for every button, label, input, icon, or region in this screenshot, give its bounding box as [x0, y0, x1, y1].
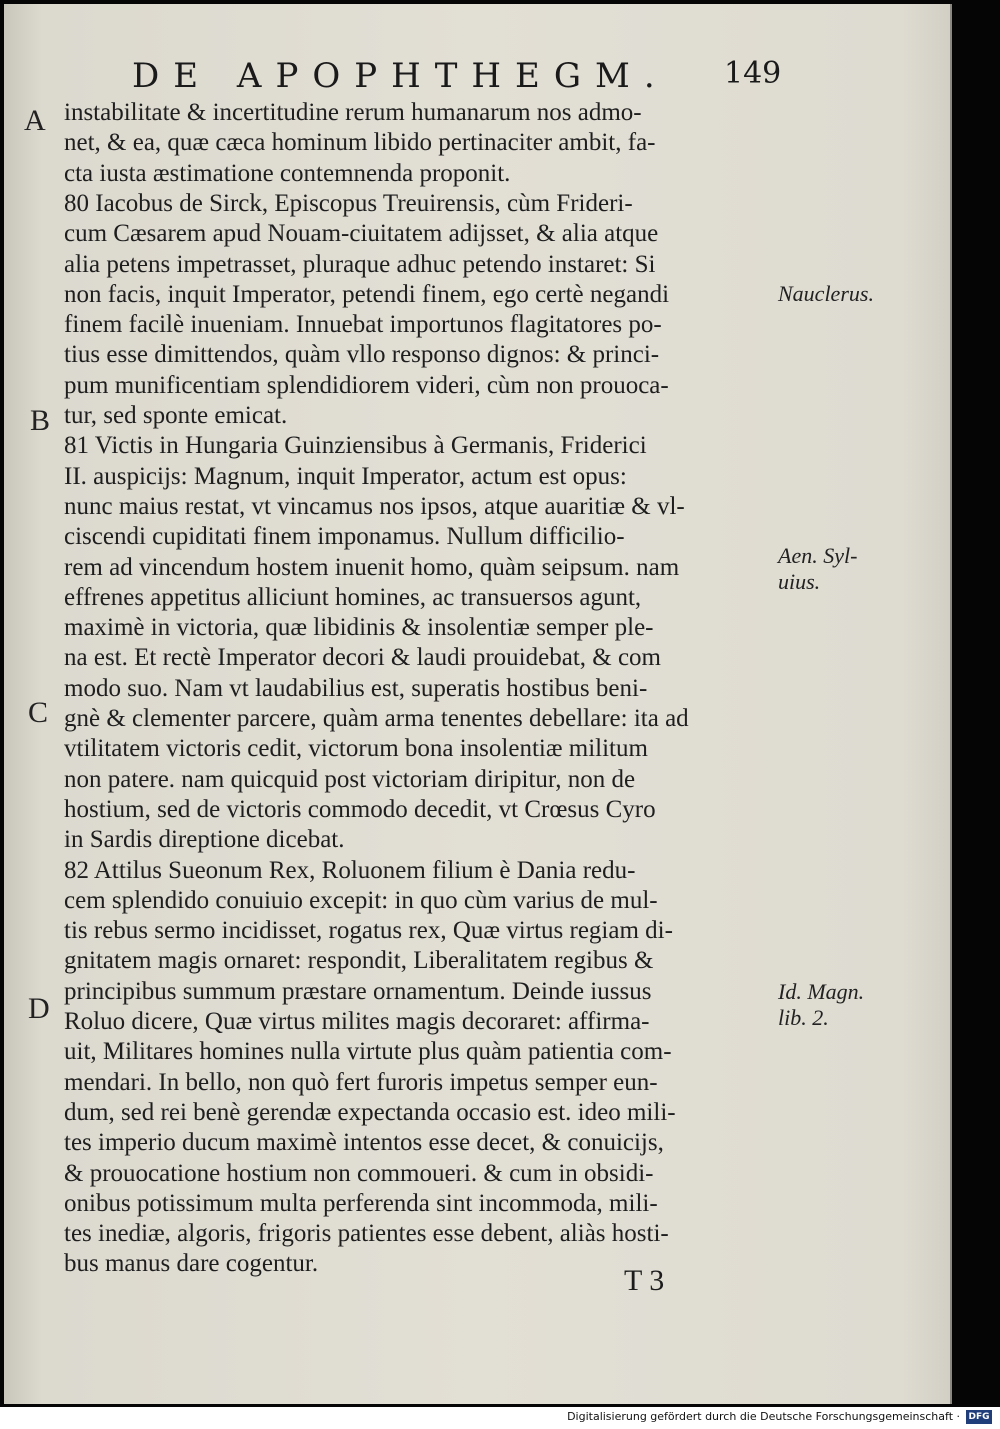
dfg-logo: DFG: [966, 1410, 992, 1424]
text-line: tius esse dimittendos, quàm vllo responso dignos: & princi-: [64, 341, 660, 368]
text-line: tes imperio ducum maximè intentos esse decet, & conuicijs,: [64, 1129, 664, 1156]
text-line: dum, sed rei benè gerendæ expectanda occasio est. ideo mili-: [64, 1099, 676, 1126]
text-line: cum Cæsarem apud Nouam-ciuitatem adijsset, & alia atque: [64, 220, 659, 247]
text-line: gnitatem magis ornaret: respondit, Liberalitatem regibus &: [64, 947, 654, 974]
text-line: tur, sed sponte emicat.: [64, 402, 288, 429]
text-line: cem splendido conuiuio excepit: in quo cùm varius de mul-: [64, 887, 658, 914]
text-line: effrenes appetitus alliciunt homines, ac transuersos agunt,: [64, 584, 642, 611]
margin-note-id-magn: Id. Magn.: [778, 979, 865, 1004]
running-title: DE APOPHTHEGM.: [132, 56, 669, 96]
text-line: non facis, inquit Imperator, petendi finem, ego certè negandi: [64, 281, 670, 308]
text-line: tis rebus sermo incidisset, rogatus rex, Quæ virtus regiam di-: [64, 917, 673, 944]
text-line: na est. Et rectè Imperator decori & laudi prouidebat, & com: [64, 644, 661, 671]
book-page: [4, 4, 952, 1404]
text-line: instabilitate & incertitudine rerum humanarum nos admo-: [64, 99, 642, 126]
signature-mark: T 3: [624, 1264, 665, 1297]
margin-letter-c: C: [28, 696, 49, 729]
margin-letter-a: A: [24, 104, 46, 137]
text-line: uit, Militares homines nulla virtute plus quàm patientia com-: [64, 1038, 672, 1065]
text-line: 82 Attilus Sueonum Rex, Roluonem filium è Dania redu-: [64, 857, 636, 884]
page-number: 149: [724, 56, 782, 91]
text-line: cta iusta æstimatione contemnenda proponit.: [64, 160, 511, 187]
text-line: pum munificentiam splendidiorem videri, cùm non prouoca-: [64, 372, 669, 399]
text-line: finem facilè inueniam. Innuebat importunos flagitatores po-: [64, 311, 662, 338]
text-line: modo suo. Nam vt laudabilius est, superatis hostibus beni-: [64, 675, 648, 702]
text-line: ciscendi cupiditati finem imponamus. Nullum difficilio-: [64, 523, 625, 550]
text-line: vtilitatem victoris cedit, victorum bona insolentiæ militum: [64, 735, 648, 762]
text-line: mendari. In bello, non quò fert furoris impetus semper eun-: [64, 1069, 658, 1096]
margin-note-nauclerus: Nauclerus.: [778, 281, 874, 306]
text-line: Roluo dicere, Quæ virtus milites magis decoraret: affirma-: [64, 1008, 650, 1035]
running-head: [132, 56, 782, 100]
text-line: & prouocatione hostium non commoueri. & cum in obsidi-: [64, 1160, 654, 1187]
text-line: principibus summum præstare ornamentum. Deinde iussus: [64, 978, 652, 1005]
margin-note-aen-syl: Aen. Syl-: [778, 543, 858, 568]
margin-note-lib: lib. 2.: [778, 1005, 829, 1030]
text-line: in Sardis direptione dicebat.: [64, 826, 345, 853]
text-line: II. auspicijs: Magnum, inquit Imperator, actum est opus:: [64, 463, 627, 490]
text-line: 81 Victis in Hungaria Guinziensibus à Germanis, Friderici: [64, 432, 647, 459]
text-line: 80 Iacobus de Sirck, Episcopus Treuirensis, cùm Frideri-: [64, 190, 633, 217]
text-line: bus manus dare cogentur.: [64, 1250, 319, 1277]
text-line: net, & ea, quæ cæca hominum libido pertinaciter ambit, fa-: [64, 129, 656, 156]
text-line: hostium, sed de victoris commodo decedit, vt Crœsus Cyro: [64, 796, 656, 823]
text-line: tes inediæ, algoris, frigoris patientes esse debent, aliàs hosti-: [64, 1220, 669, 1247]
text-line: non patere. nam quicquid post victoriam diripitur, non de: [64, 766, 636, 793]
margin-letter-d: D: [28, 992, 50, 1025]
text-line: onibus potissimum multa perferenda sint incommoda, mili-: [64, 1190, 658, 1217]
margin-letter-b: B: [30, 404, 51, 437]
text-line: maximè in victoria, quæ libidinis & insolentiæ semper ple-: [64, 614, 654, 641]
text-line: gnè & clementer parcere, quàm arma tenentes debellare: ita ad: [64, 705, 689, 732]
footer-credit: Digitalisierung gefördert durch die Deutsche Forschungsgemeinschaft ·: [567, 1410, 960, 1423]
margin-note-uius: uius.: [778, 569, 821, 594]
text-line: alia petens impetrasset, pluraque adhuc petendo instaret: Si: [64, 251, 656, 278]
footer-bar: [0, 1407, 1000, 1429]
text-line: nunc maius restat, vt vincamus nos ipsos, atque auaritiæ & vl-: [64, 493, 685, 520]
text-line: rem ad vincendum hostem inuenit homo, quàm seipsum. nam: [64, 554, 680, 581]
